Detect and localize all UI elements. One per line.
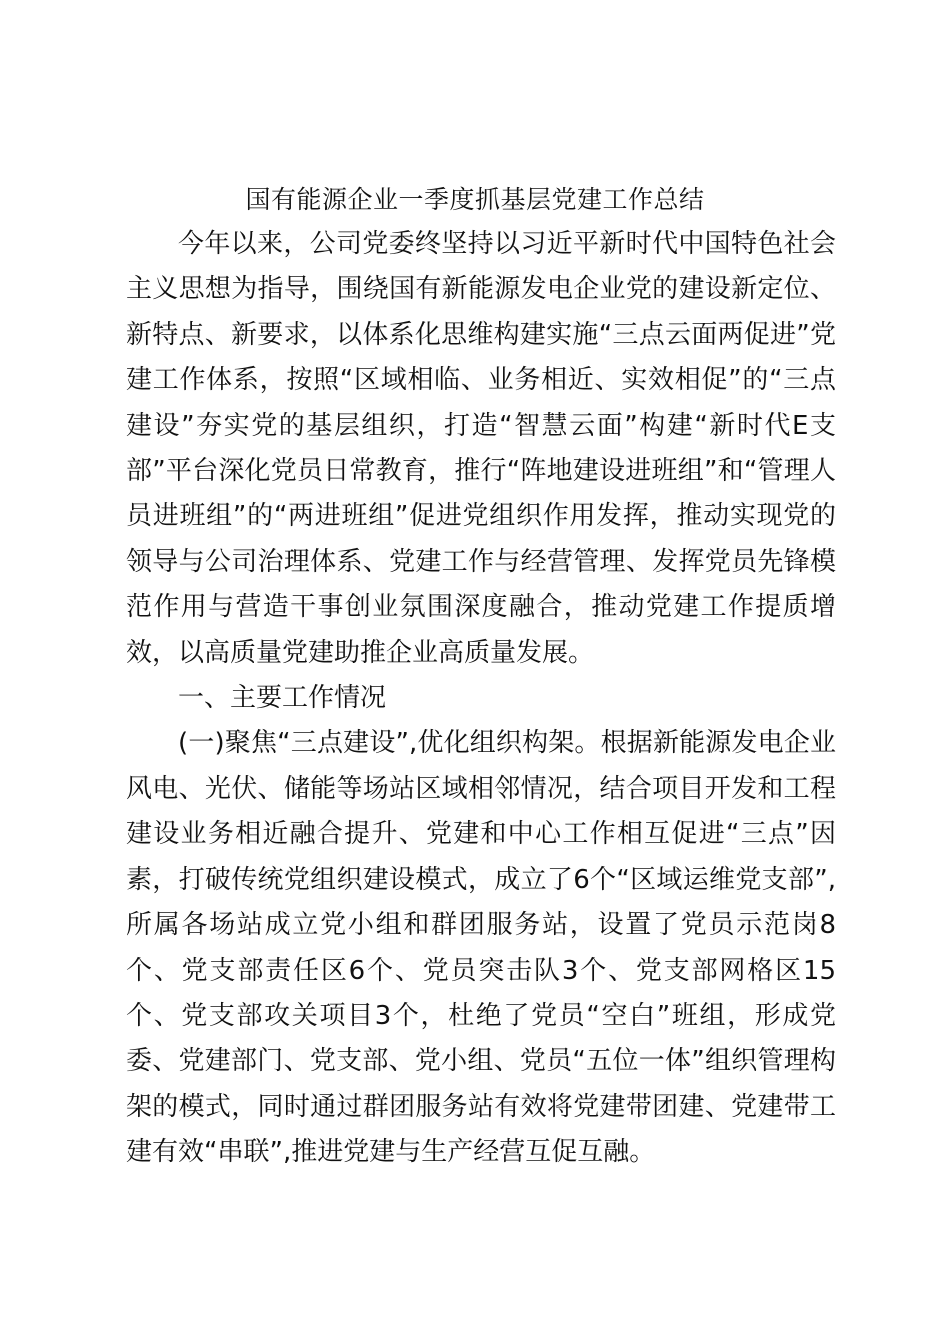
section-paragraph: (一)聚焦“三点建设”,优化组织构架。根据新能源发电企业风电、光伏、储能等场站区域相邻情况，结合项目开发和工程建设业务相近融合提升、党建和中心工作相互促进“三点”因素，打破传统党组织建设模式，成立了6个“区域运维党支部”,所属各场站成立党小组和群团服务站，设置了党员示范岗8个、党支部责任区6个、党员突击队3个、党支部网格区15个、党支部攻关项目3个，杜绝了党员“空白”班组，形成党委、党建部门、党支部、党小组、党员“五位一体”组织管理构架的模式，同时通过群团服务站有效将党建带团建、党建带工建有效“串联”,推进党建与生产经营互促互融。 <box>126 728 836 1168</box>
section-heading: 一、主要工作情况 <box>178 683 387 714</box>
document-title: 国有能源企业一季度抓基层党建工作总结 <box>245 185 705 214</box>
document-body <box>126 222 836 1176</box>
intro-paragraph: 今年以来，公司党委终坚持以习近平新时代中国特色社会主义思想为指导，围绕国有新能源发电企业党的建设新定位、新特点、新要求，以体系化思维构建实施“三点云面两促进”党建工作体系，按照“区域相临、业务相近、实效相促”的“三点建设”夯实党的基层组织，打造“智慧云面”构建“新时代E支部”平台深化党员日常教育，推行“阵地建设进班组”和“管理人员进班组”的“两进班组”促进党组织作用发挥，推动实现党的领导与公司治理体系、党建工作与经营管理、发挥党员先锋模范作用与营造干事创业氛围深度融合，推动党建工作提质增效，以高质量党建助推企业高质量发展。 <box>126 229 836 668</box>
